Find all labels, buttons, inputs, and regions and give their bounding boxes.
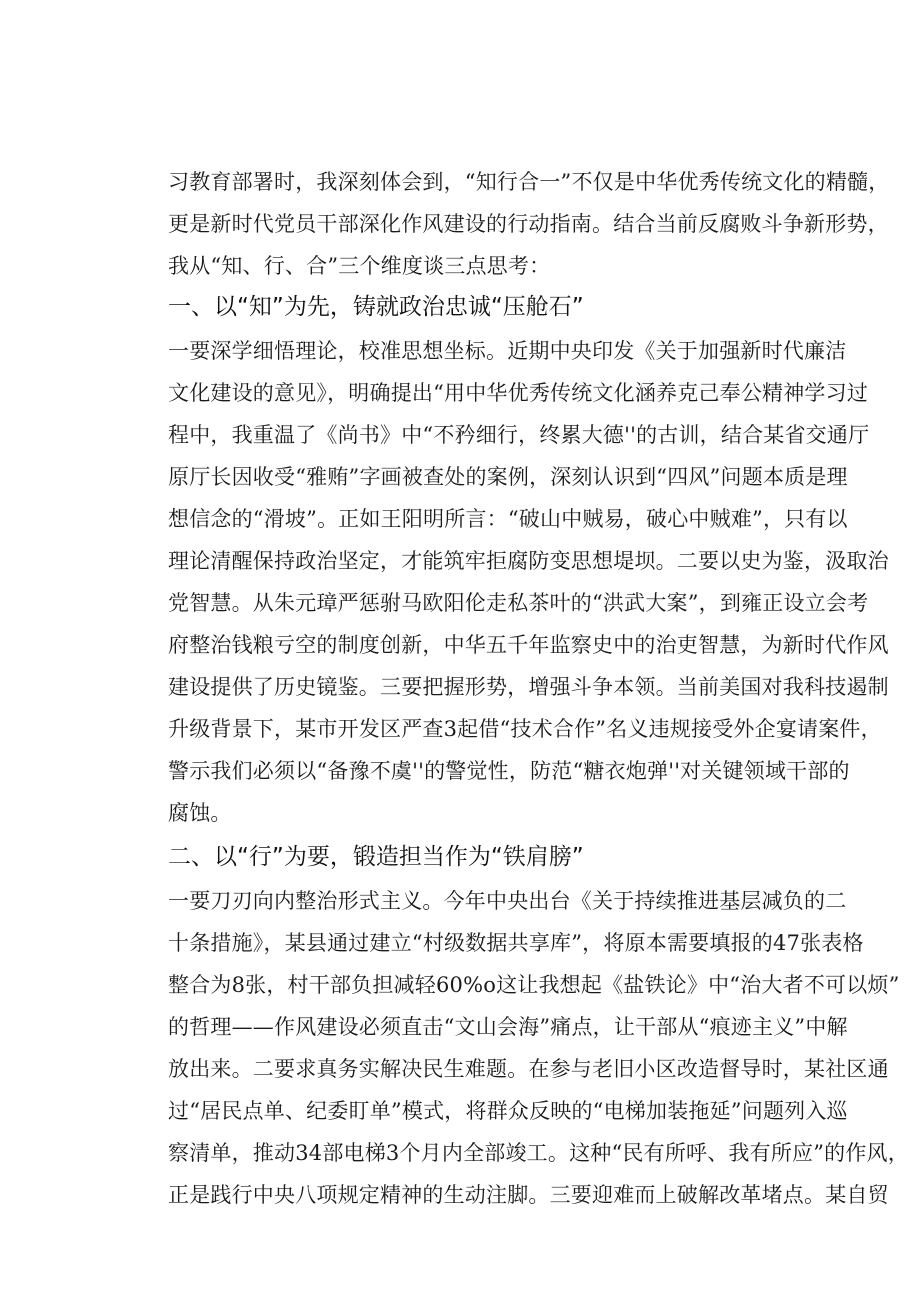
- section2-line-3: 整合为8张，村干部负担减轻60%o这让我想起《盐铁论》中“治大者不可以烦”: [168, 973, 900, 997]
- section1-line-10: 升级背景下，某市开发区严查3起借“技术合作”名义违规接受外企宴请案件，: [168, 717, 882, 741]
- section2-line-7: 察清单，推动34部电梯3个月内全部竣工。这种“民有所呼、我有所应”的作风，: [168, 1141, 909, 1165]
- section1-line-8: 府整治钱粮亏空的制度创新，中华五千年监察史中的治吏智慧，为新时代作风: [168, 633, 889, 657]
- section1-heading: 一、以“知”为先，铸就政治忠诚“压舱石”: [168, 294, 584, 320]
- section1-line-3: 程中，我重温了《尚书》中“不矜细行，终累大德''的古训，结合某省交通厅: [168, 423, 870, 447]
- section2-line-2: 十条措施》，某县通过建立“村级数据共享库”，将原本需要填报的47张表格: [168, 931, 864, 955]
- intro-line-3: 我从“知、行、合”三个维度谈三点思考：: [168, 254, 551, 278]
- section1-line-6: 理论清醒保持政治坚定，才能筑牢拒腐防变思想堤坝。二要以史为鉴，汲取治: [168, 549, 889, 573]
- section2-line-1: 一要刀刃向内整治形式主义。今年中央出台《关于持续推进基层减负的二: [168, 889, 847, 913]
- section2-line-5: 放出来。二要求真务实解决民生难题。在参与老旧小区改造督导时，某社区通: [168, 1057, 889, 1081]
- section2-line-8: 正是践行中央八项规定精神的生动注脚。三要迎难而上破解改革堵点。某自贸: [168, 1183, 889, 1207]
- section2-line-6: 过“居民点单、纪委盯单”模式，将群众反映的“电梯加装拖延”问题列入巡: [168, 1099, 848, 1123]
- section1-line-4: 原厅长因收受“雅贿”字画被查处的案例，深刻认识到“四风”问题本质是理: [168, 465, 848, 489]
- section2-line-4: 的哲理——作风建设必须直击“文山会海”痛点，让干部从“痕迹主义”中解: [168, 1015, 848, 1039]
- intro-line-2: 更是新时代党员干部深化作风建设的行动指南。结合当前反腐败斗争新形势，: [168, 212, 889, 236]
- section1-line-11: 警示我们必须以“备豫不虞''的警觉性，防范“糖衣炮弹''对关键领域干部的: [168, 759, 850, 783]
- section1-line-5: 想信念的“滑坡”。正如王阳明所言：“破山中贼易，破心中贼难”，只有以: [168, 507, 848, 531]
- section2-heading: 二、以“行”为要，锻造担当作为“铁肩膀”: [168, 844, 584, 870]
- intro-line-1: 习教育部署时，我深刻体会到，“知行合一”不仅是中华优秀传统文化的精髓，: [168, 170, 890, 194]
- section1-line-1: 一要深学细悟理论，校准思想坐标。近期中央印发《关于加强新时代廉洁: [168, 339, 847, 363]
- section1-line-9: 建设提供了历史镜鉴。三要把握形势，增强斗争本领。当前美国对我科技遏制: [168, 675, 889, 699]
- section1-line-2: 文化建设的意见》，明确提出“用中华优秀传统文化涵养克己奉公精神学习过: [168, 381, 869, 405]
- section1-line-12: 腐蚀。: [168, 801, 232, 825]
- section1-line-7: 党智慧。从朱元璋严惩驸马欧阳伦走私茶叶的“洪武大案”，到雍正设立会考: [168, 591, 869, 615]
